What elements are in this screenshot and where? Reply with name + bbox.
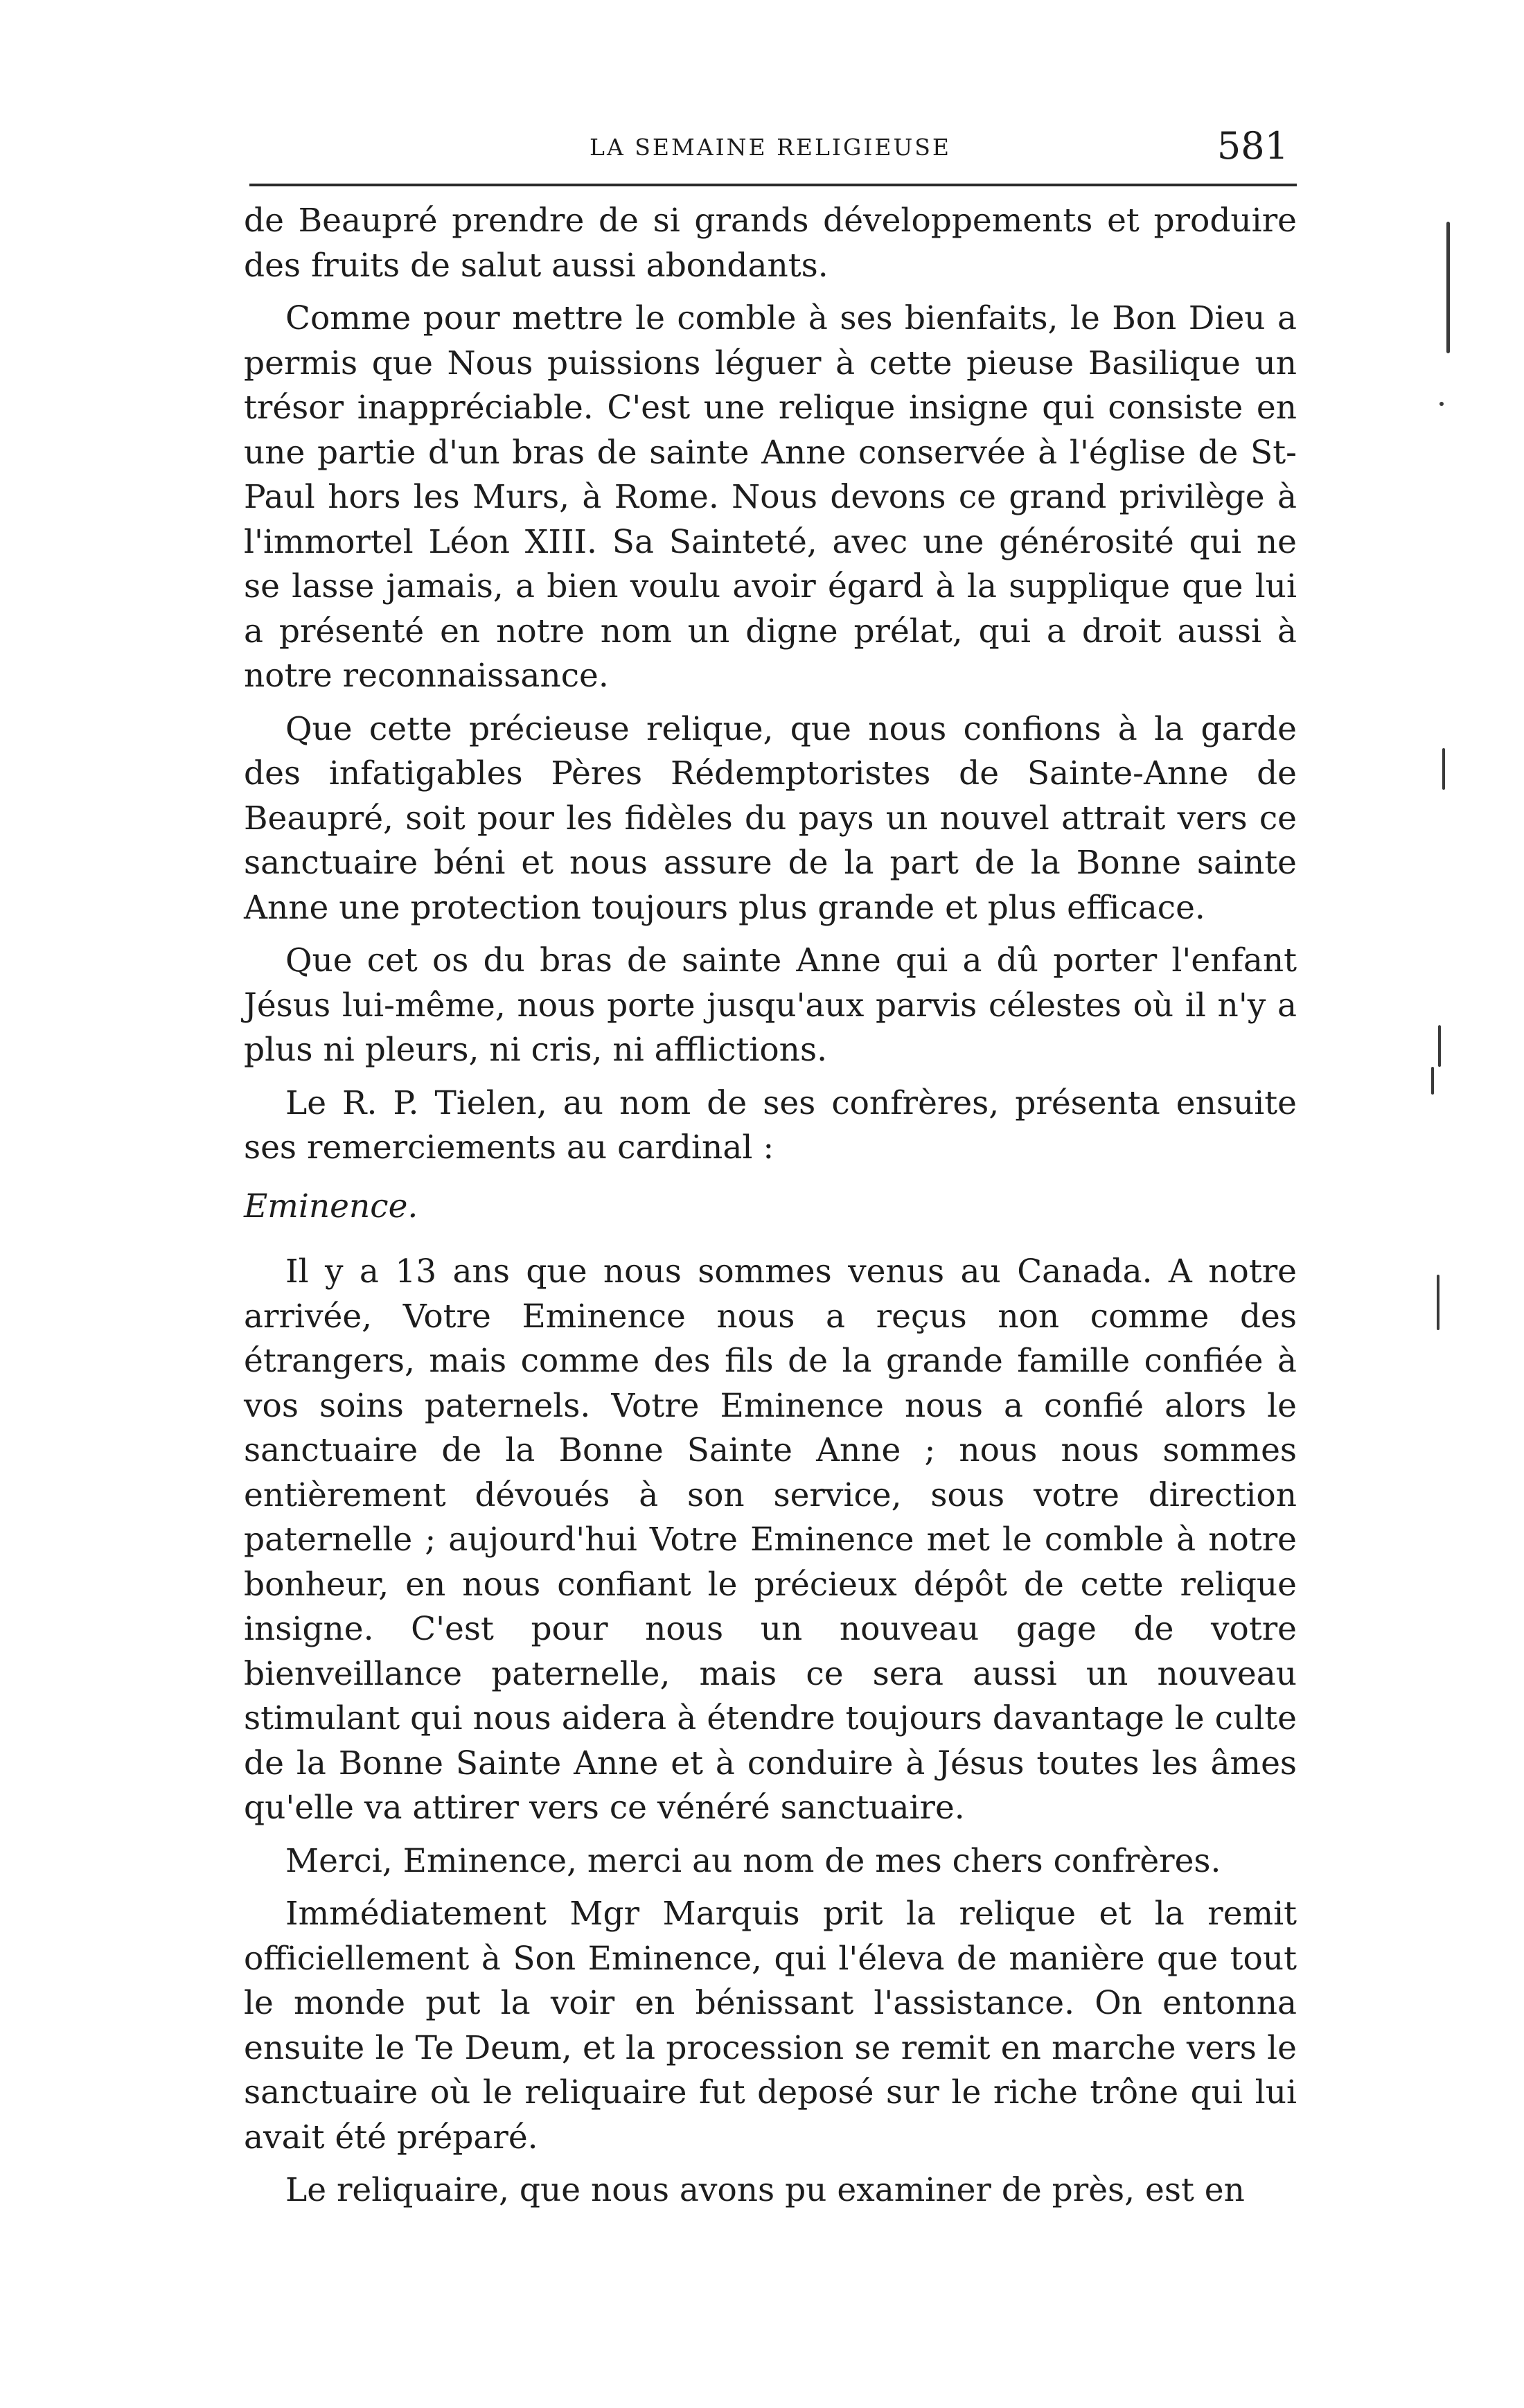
scan-mark — [1431, 1067, 1434, 1095]
scan-mark — [1439, 402, 1444, 406]
paragraph: Merci, Eminence, merci au nom de mes chers confrères. — [285, 1841, 1221, 1880]
salutation: Eminence. — [244, 1187, 418, 1225]
body-text — [244, 199, 1297, 2213]
paragraph: Il y a 13 ans que nous sommes venus au Canada. A notre arrivée, Votre Eminence nous a reçus non comme des étrangers, mais comme des fils de la grande famille confiée à vos soins paternels. Votre Eminence nous a confié alors le sanctuaire de la Bonne Sainte Anne ; nous nous sommes entièrement dévoués à son service, sous votre direction paternelle ; aujourd'hui Votre Eminence met le comble à notre bonheur, en nous confiant le précieux dépôt de cette relique insigne. C'est pour nous un nouveau gage de votre bienveillance paternelle, mais ce sera aussi un nouveau stimulant qui nous aidera à étendre toujours davantage le culte de la Bonne Sainte Anne et à conduire à Jésus toutes les âmes qu'elle va attirer vers ce vénéré sanctuaire. — [244, 1252, 1297, 1827]
scan-mark — [1446, 222, 1450, 353]
book-page — [244, 121, 1297, 2222]
header-rule — [249, 184, 1297, 186]
paragraph: Immédiatement Mgr Marquis prit la relique et la remit officiellement à Son Eminence, qui l'éleva de manière que tout le monde put la voir en bénissant l'assistance. On entonna ensuite le Te Deum, et la procession se remit en marche vers le sanctuaire où le reliquaire fut deposé sur le riche trône qui lui avait été préparé. — [244, 1895, 1297, 2157]
paragraph: Comme pour mettre le comble à ses bienfaits, le Bon Dieu a permis que Nous puissions léguer à cette pieuse Basilique un trésor inappréciable. C'est une relique insigne qui consiste en une partie d'un bras de sainte Anne conservée à l'église de St-Paul hors les Murs, à Rome. Nous devons ce grand privilège à l'immortel Léon XIII. Sa Sainteté, avec une générosité qui ne se lasse jamais, a bien voulu avoir égard à la supplique que lui a présenté en notre nom un digne prélat, qui a droit aussi à notre reconnaissance. — [244, 299, 1297, 695]
scan-mark — [1437, 1275, 1439, 1330]
paragraph: Que cet os du bras de sainte Anne qui a dû porter l'enfant Jésus lui-même, nous porte jusqu'aux parvis célestes où il n'y a plus ni pleurs, ni cris, ni afflictions. — [244, 941, 1297, 1069]
paragraph: Que cette précieuse relique, que nous confions à la garde des infatigables Pères Rédemptoristes de Sainte-Anne de Beaupré, soit pour les fidèles du pays un nouvel attrait vers ce sanctuaire béni et nous assure de la part de la Bonne sainte Anne une protection toujours plus grande et plus efficace. — [244, 709, 1297, 927]
page-number: 581 — [1216, 124, 1288, 168]
paragraph: de Beaupré prendre de si grands développements et produire des fruits de salut aussi abondants. — [244, 202, 1297, 285]
running-header — [244, 121, 1297, 184]
running-title: LA SEMAINE RELIGIEUSE — [590, 134, 951, 161]
scan-mark — [1442, 748, 1445, 790]
paragraph: Le R. P. Tielen, au nom de ses confrères, présenta ensuite ses remerciements au cardinal : — [244, 1083, 1297, 1167]
paragraph: Le reliquaire, que nous avons pu examiner de près, est en — [285, 2171, 1245, 2209]
scan-mark — [1438, 1025, 1441, 1067]
margin-scan-marks — [1427, 69, 1517, 2148]
